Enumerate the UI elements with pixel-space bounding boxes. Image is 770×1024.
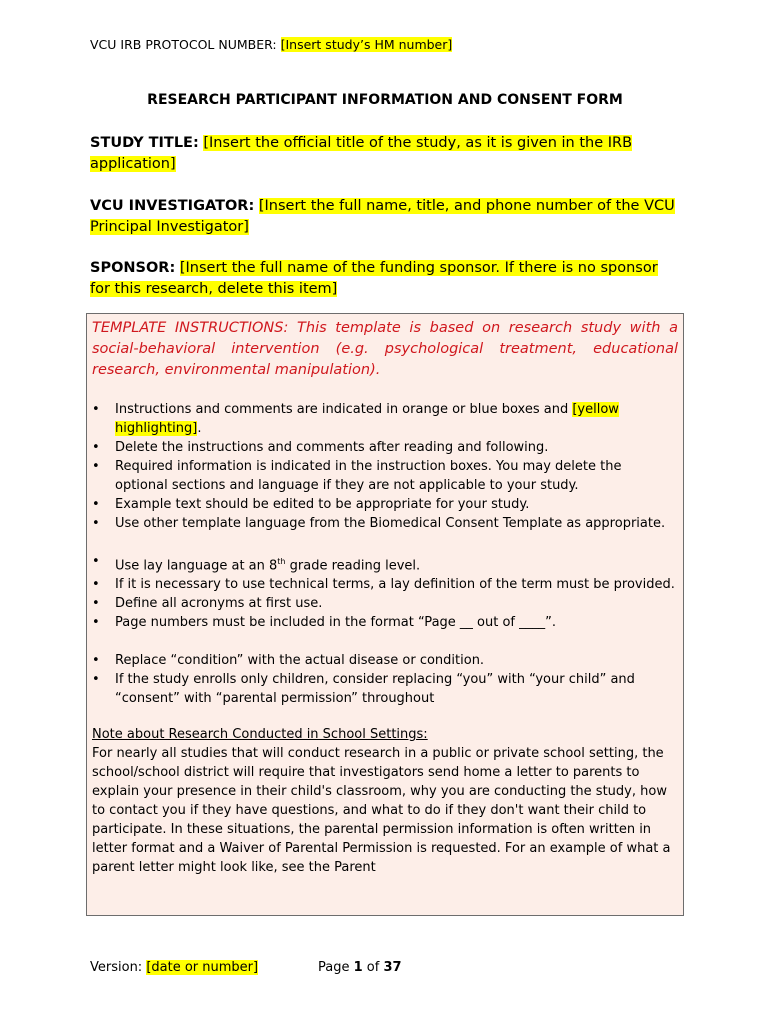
page-header [90, 37, 452, 52]
sponsor-section [90, 258, 680, 300]
sponsor-label: SPONSOR: [90, 260, 176, 276]
list-item: • Define all acronyms at first use. [92, 594, 678, 613]
instructions-list-2 [92, 552, 678, 632]
list-item: • If it is necessary to use technical terms, a lay definition of the term must be provided. [92, 575, 678, 594]
investigator-section [90, 196, 680, 238]
list-item: • Use lay language at an 8th grade reading level. [92, 552, 678, 575]
study-title-placeholder: [Insert the official title of the study, as it is given in the IRB application] [90, 135, 633, 172]
study-title-label: STUDY TITLE: [90, 135, 199, 151]
sponsor-placeholder: [Insert the full name of the funding sponsor. If there is no sponsor for this research, delete this item] [90, 260, 658, 297]
list-item: • Required information is indicated in the instruction boxes. You may delete the optional sections and language if they are not applicable to your study. [92, 457, 678, 495]
template-instructions-box [86, 313, 684, 916]
list-item: • Use other template language from the Biomedical Consent Template as appropriate. [92, 514, 678, 533]
current-page: 1 [353, 960, 363, 975]
list-item: • Example text should be edited to be appropriate for your study. [92, 495, 678, 514]
list-item: • Replace “condition” with the actual disease or condition. [92, 651, 678, 670]
instructions-list-1 [92, 400, 678, 533]
instructions-list-3 [92, 651, 678, 708]
investigator-placeholder: [Insert the full name, title, and phone number of the VCU Principal Investigator] [90, 198, 675, 235]
school-settings-note-body: For nearly all studies that will conduct research in a public or private school setting, the school/school district will require that investigators send home a letter to parents to explain your presence in their child's classroom, why you are conducting the study, how to contact you if they have questions, and what to do if they don't want their child to participate. In these situations, the parental permission information is often written in letter format and a Waiver of Parental Permission is requested. For an example of what a parent letter might look like, see the Parent [92, 746, 671, 876]
school-settings-note-title: Note about Research Conducted in School Settings: [92, 727, 428, 743]
list-item: • Instructions and comments are indicated in orange or blue boxes and [yellow highlighting]. [92, 400, 678, 438]
protocol-number-placeholder: [Insert study’s HM number] [280, 37, 453, 52]
list-item: • Page numbers must be included in the format “Page __ out of ____”. [92, 613, 678, 632]
version-placeholder: [date or number] [146, 960, 259, 975]
yellow-highlighting-example: [yellow highlighting] [115, 402, 619, 436]
study-title-section [90, 133, 680, 175]
investigator-label: VCU INVESTIGATOR: [90, 198, 255, 214]
protocol-label: VCU IRB PROTOCOL NUMBER: [90, 37, 281, 52]
page-number: Page 1 of 37 [318, 960, 402, 975]
instructions-intro: TEMPLATE INSTRUCTIONS: This template is based on research study with a social-behavioral intervention (e.g. psychological treatment, educational research, environmental manipulation). [92, 320, 678, 378]
document-title: RESEARCH PARTICIPANT INFORMATION AND CONSENT FORM [147, 92, 623, 108]
version-footer [90, 960, 258, 975]
total-pages: 37 [383, 960, 402, 975]
list-item: • If the study enrolls only children, consider replacing “you” with “your child” and “consent” with “parental permission” throughout [92, 670, 678, 708]
version-label: Version: [90, 960, 147, 975]
list-item: • Delete the instructions and comments after reading and following. [92, 438, 678, 457]
